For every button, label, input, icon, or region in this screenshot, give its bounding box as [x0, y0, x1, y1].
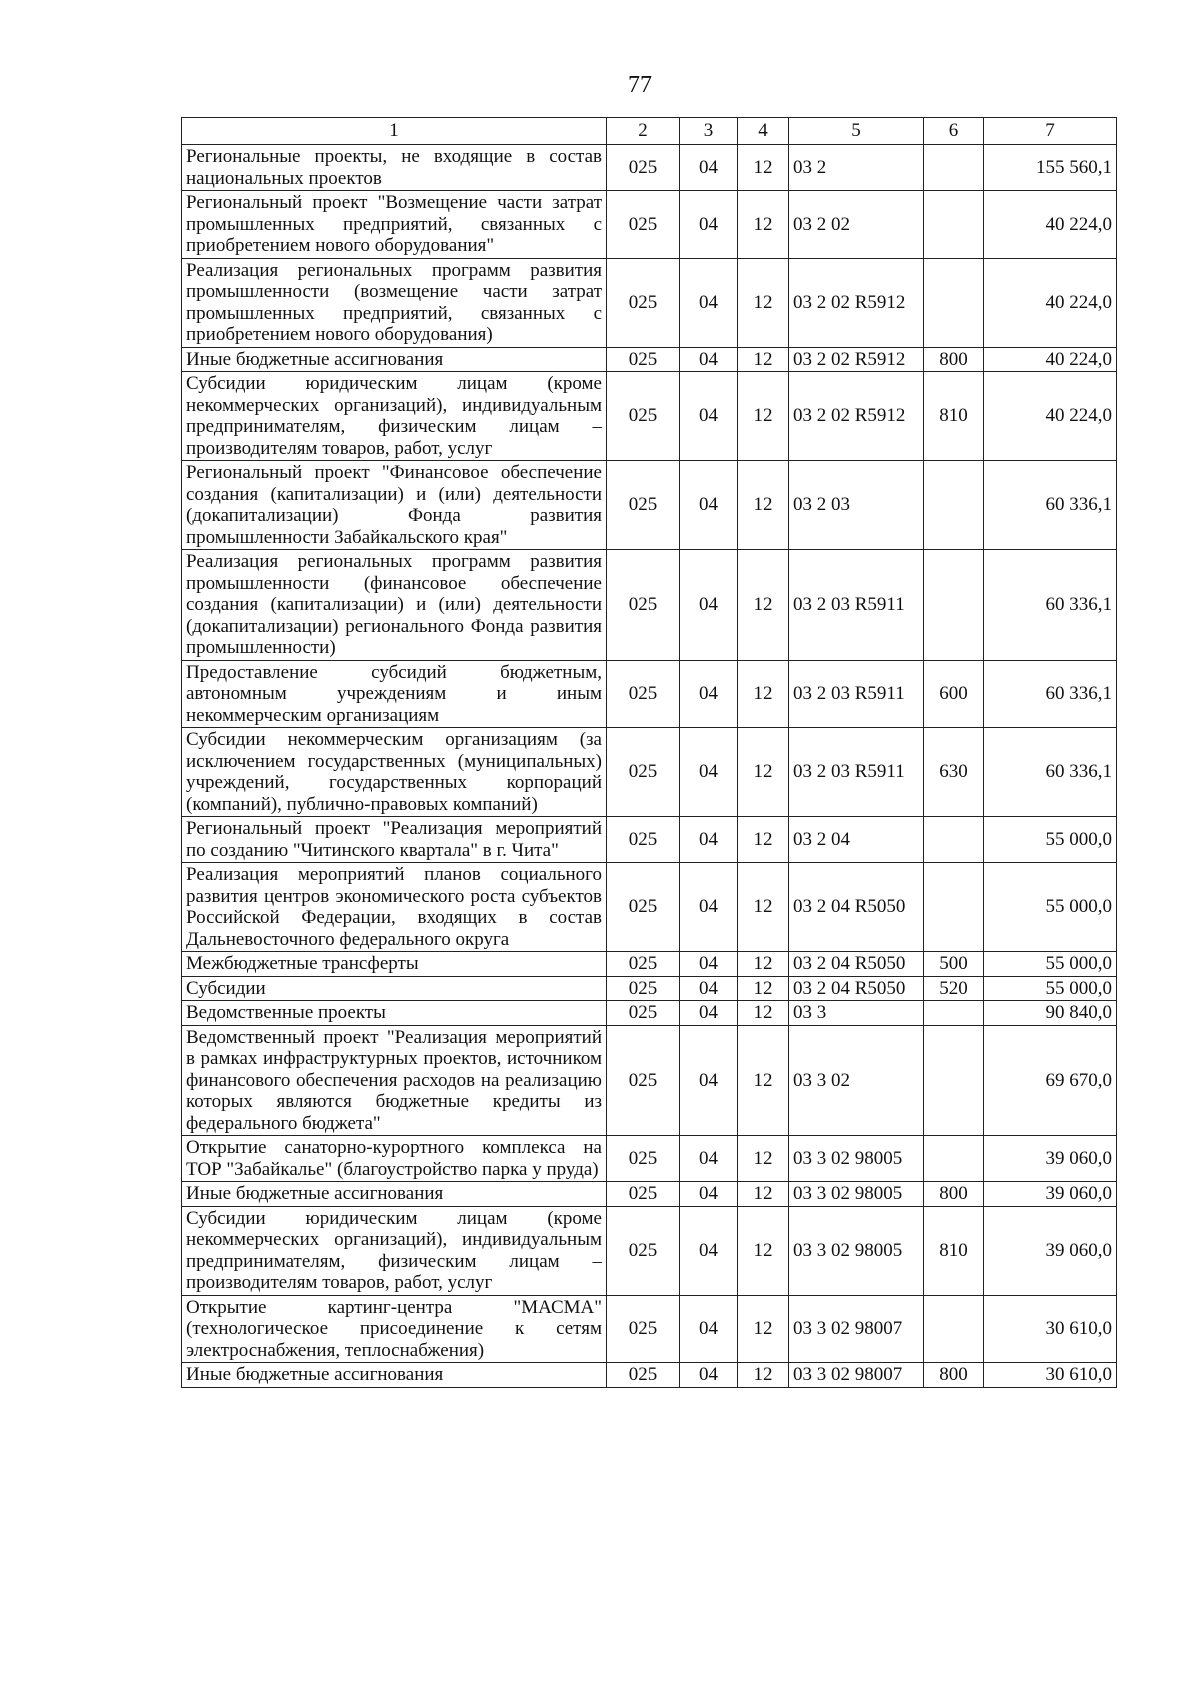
- expense-type-cell: 500: [924, 952, 984, 977]
- row-name-cell: Открытие картинг-центра "МАСМА" (технологическое присоединение к сетям электроснабжения, теплоснабжения): [182, 1295, 607, 1363]
- subsection-code-cell: 12: [738, 550, 789, 661]
- ministry-code-cell: 025: [607, 863, 680, 952]
- amount-cell: 30 610,0: [984, 1363, 1117, 1388]
- amount-cell: 69 670,0: [984, 1025, 1117, 1136]
- ministry-code-cell: 025: [607, 191, 680, 259]
- target-article-cell: 03 2 04 R5050: [789, 863, 924, 952]
- ministry-code-cell: 025: [607, 347, 680, 372]
- target-article-cell: 03 2 04: [789, 817, 924, 863]
- expense-type-cell: [924, 145, 984, 191]
- table-row: [182, 145, 1117, 191]
- subsection-code-cell: 12: [738, 1001, 789, 1026]
- row-name-cell: Реализация региональных программ развития промышленности (финансовое обеспечение создания (капитализации) и (или) деятельности (докапитализации) регионального Фонда развития промышленности): [182, 550, 607, 661]
- target-article-cell: 03 2 03 R5911: [789, 550, 924, 661]
- amount-cell: 55 000,0: [984, 952, 1117, 977]
- row-name-cell: Иные бюджетные ассигнования: [182, 347, 607, 372]
- ministry-code-cell: 025: [607, 1206, 680, 1295]
- row-name-cell: Региональный проект "Финансовое обеспечение создания (капитализации) и (или) деятельности (докапитализации) Фонда развития промышленности Забайкальского края": [182, 461, 607, 550]
- section-code-cell: 04: [680, 258, 738, 347]
- section-code-cell: 04: [680, 550, 738, 661]
- amount-cell: 60 336,1: [984, 461, 1117, 550]
- table-row: [182, 1001, 1117, 1026]
- subsection-code-cell: 12: [738, 1363, 789, 1388]
- header-row: [182, 118, 1117, 145]
- expense-type-cell: [924, 258, 984, 347]
- table-row: [182, 347, 1117, 372]
- row-name-cell: Региональный проект "Реализация мероприятий по созданию "Читинского квартала" в г. Чита": [182, 817, 607, 863]
- target-article-cell: 03 3 02: [789, 1025, 924, 1136]
- target-article-cell: 03 2 03 R5911: [789, 660, 924, 728]
- amount-cell: 60 336,1: [984, 550, 1117, 661]
- expense-type-cell: 800: [924, 347, 984, 372]
- row-name-cell: Субсидии некоммерческим организациям (за исключением государственных (муниципальных) учреждений, государственных корпораций (компаний), публично-правовых компаний): [182, 728, 607, 817]
- section-code-cell: 04: [680, 817, 738, 863]
- section-code-cell: 04: [680, 1206, 738, 1295]
- section-code-cell: 04: [680, 1182, 738, 1207]
- ministry-code-cell: 025: [607, 952, 680, 977]
- row-name-cell: Субсидии юридическим лицам (кроме некоммерческих организаций), индивидуальным предпринимателям, физическим лицам – производителям товаров, работ, услуг: [182, 372, 607, 461]
- header-col-7: 7: [984, 118, 1117, 145]
- row-name-cell: Иные бюджетные ассигнования: [182, 1363, 607, 1388]
- table-row: [182, 660, 1117, 728]
- table-row: [182, 976, 1117, 1001]
- section-code-cell: 04: [680, 1363, 738, 1388]
- amount-cell: 39 060,0: [984, 1136, 1117, 1182]
- row-name-cell: Предоставление субсидий бюджетным, автономным учреждениям и иным некоммерческим организациям: [182, 660, 607, 728]
- target-article-cell: 03 3 02 98005: [789, 1182, 924, 1207]
- subsection-code-cell: 12: [738, 461, 789, 550]
- expense-type-cell: [924, 191, 984, 259]
- header-col-4: 4: [738, 118, 789, 145]
- amount-cell: 40 224,0: [984, 191, 1117, 259]
- expense-type-cell: [924, 1001, 984, 1026]
- row-name-cell: Открытие санаторно-курортного комплекса на ТОР "Забайкалье" (благоустройство парка у пруда): [182, 1136, 607, 1182]
- budget-table: [181, 117, 1117, 1388]
- page-number: 77: [628, 72, 652, 98]
- expense-type-cell: [924, 1025, 984, 1136]
- row-name-cell: Субсидии: [182, 976, 607, 1001]
- section-code-cell: 04: [680, 191, 738, 259]
- ministry-code-cell: 025: [607, 258, 680, 347]
- ministry-code-cell: 025: [607, 660, 680, 728]
- subsection-code-cell: 12: [738, 660, 789, 728]
- amount-cell: 40 224,0: [984, 372, 1117, 461]
- target-article-cell: 03 2 02 R5912: [789, 372, 924, 461]
- target-article-cell: 03 3 02 98005: [789, 1206, 924, 1295]
- target-article-cell: 03 3: [789, 1001, 924, 1026]
- header-col-3: 3: [680, 118, 738, 145]
- row-name-cell: Реализация региональных программ развития промышленности (возмещение части затрат промышленных предприятий, связанных с приобретением нового оборудования): [182, 258, 607, 347]
- section-code-cell: 04: [680, 1001, 738, 1026]
- ministry-code-cell: 025: [607, 145, 680, 191]
- section-code-cell: 04: [680, 347, 738, 372]
- target-article-cell: 03 3 02 98007: [789, 1295, 924, 1363]
- table-body: [182, 145, 1117, 1388]
- subsection-code-cell: 12: [738, 1182, 789, 1207]
- ministry-code-cell: 025: [607, 372, 680, 461]
- row-name-cell: Ведомственные проекты: [182, 1001, 607, 1026]
- section-code-cell: 04: [680, 1025, 738, 1136]
- table-row: [182, 461, 1117, 550]
- ministry-code-cell: 025: [607, 1363, 680, 1388]
- row-name-cell: Ведомственный проект "Реализация мероприятий в рамках инфраструктурных проектов, источником финансового обеспечения расходов на реализацию которых являются бюджетные кредиты из федерального бюджета": [182, 1025, 607, 1136]
- table-row: [182, 1363, 1117, 1388]
- amount-cell: 39 060,0: [984, 1206, 1117, 1295]
- table-row: [182, 728, 1117, 817]
- amount-cell: 30 610,0: [984, 1295, 1117, 1363]
- subsection-code-cell: 12: [738, 863, 789, 952]
- expense-type-cell: 800: [924, 1182, 984, 1207]
- subsection-code-cell: 12: [738, 952, 789, 977]
- subsection-code-cell: 12: [738, 1025, 789, 1136]
- expense-type-cell: 810: [924, 1206, 984, 1295]
- expense-type-cell: 810: [924, 372, 984, 461]
- target-article-cell: 03 2 02 R5912: [789, 347, 924, 372]
- expense-type-cell: [924, 461, 984, 550]
- ministry-code-cell: 025: [607, 976, 680, 1001]
- row-name-cell: Региональные проекты, не входящие в состав национальных проектов: [182, 145, 607, 191]
- subsection-code-cell: 12: [738, 347, 789, 372]
- expense-type-cell: [924, 863, 984, 952]
- expense-type-cell: 600: [924, 660, 984, 728]
- amount-cell: 39 060,0: [984, 1182, 1117, 1207]
- section-code-cell: 04: [680, 660, 738, 728]
- subsection-code-cell: 12: [738, 817, 789, 863]
- section-code-cell: 04: [680, 1295, 738, 1363]
- target-article-cell: 03 2 04 R5050: [789, 952, 924, 977]
- expense-type-cell: [924, 1295, 984, 1363]
- table-row: [182, 550, 1117, 661]
- table-row: [182, 258, 1117, 347]
- amount-cell: 90 840,0: [984, 1001, 1117, 1026]
- ministry-code-cell: 025: [607, 1182, 680, 1207]
- table-row: [182, 863, 1117, 952]
- ministry-code-cell: 025: [607, 550, 680, 661]
- expense-type-cell: 630: [924, 728, 984, 817]
- target-article-cell: 03 3 02 98005: [789, 1136, 924, 1182]
- table-row: [182, 1025, 1117, 1136]
- subsection-code-cell: 12: [738, 145, 789, 191]
- table-row: [182, 1182, 1117, 1207]
- expense-type-cell: [924, 550, 984, 661]
- target-article-cell: 03 2 03 R5911: [789, 728, 924, 817]
- table-row: [182, 1136, 1117, 1182]
- subsection-code-cell: 12: [738, 372, 789, 461]
- amount-cell: 55 000,0: [984, 817, 1117, 863]
- row-name-cell: Субсидии юридическим лицам (кроме некоммерческих организаций), индивидуальным предпринимателям, физическим лицам – производителям товаров, работ, услуг: [182, 1206, 607, 1295]
- table-row: [182, 372, 1117, 461]
- subsection-code-cell: 12: [738, 258, 789, 347]
- amount-cell: 60 336,1: [984, 660, 1117, 728]
- header-col-1: 1: [182, 118, 607, 145]
- table-row: [182, 191, 1117, 259]
- target-article-cell: 03 2 04 R5050: [789, 976, 924, 1001]
- table-header: [182, 118, 1117, 145]
- target-article-cell: 03 2: [789, 145, 924, 191]
- ministry-code-cell: 025: [607, 461, 680, 550]
- row-name-cell: Иные бюджетные ассигнования: [182, 1182, 607, 1207]
- section-code-cell: 04: [680, 372, 738, 461]
- ministry-code-cell: 025: [607, 1001, 680, 1026]
- subsection-code-cell: 12: [738, 1136, 789, 1182]
- subsection-code-cell: 12: [738, 1206, 789, 1295]
- expense-type-cell: [924, 1136, 984, 1182]
- row-name-cell: Реализация мероприятий планов социального развития центров экономического роста субъектов Российской Федерации, входящих в состав Дальневосточного федерального округа: [182, 863, 607, 952]
- section-code-cell: 04: [680, 461, 738, 550]
- header-col-5: 5: [789, 118, 924, 145]
- target-article-cell: 03 2 02: [789, 191, 924, 259]
- header-col-6: 6: [924, 118, 984, 145]
- amount-cell: 40 224,0: [984, 347, 1117, 372]
- amount-cell: 60 336,1: [984, 728, 1117, 817]
- expense-type-cell: 800: [924, 1363, 984, 1388]
- section-code-cell: 04: [680, 1136, 738, 1182]
- amount-cell: 55 000,0: [984, 976, 1117, 1001]
- table-row: [182, 1295, 1117, 1363]
- expense-type-cell: 520: [924, 976, 984, 1001]
- target-article-cell: 03 2 02 R5912: [789, 258, 924, 347]
- table-row: [182, 952, 1117, 977]
- subsection-code-cell: 12: [738, 1295, 789, 1363]
- amount-cell: 155 560,1: [984, 145, 1117, 191]
- ministry-code-cell: 025: [607, 1295, 680, 1363]
- section-code-cell: 04: [680, 728, 738, 817]
- section-code-cell: 04: [680, 145, 738, 191]
- row-name-cell: Межбюджетные трансферты: [182, 952, 607, 977]
- row-name-cell: Региональный проект "Возмещение части затрат промышленных предприятий, связанных с приобретением нового оборудования": [182, 191, 607, 259]
- subsection-code-cell: 12: [738, 728, 789, 817]
- subsection-code-cell: 12: [738, 976, 789, 1001]
- target-article-cell: 03 3 02 98007: [789, 1363, 924, 1388]
- target-article-cell: 03 2 03: [789, 461, 924, 550]
- ministry-code-cell: 025: [607, 1025, 680, 1136]
- ministry-code-cell: 025: [607, 817, 680, 863]
- ministry-code-cell: 025: [607, 728, 680, 817]
- table-row: [182, 1206, 1117, 1295]
- subsection-code-cell: 12: [738, 191, 789, 259]
- table-row: [182, 817, 1117, 863]
- header-col-2: 2: [607, 118, 680, 145]
- section-code-cell: 04: [680, 952, 738, 977]
- ministry-code-cell: 025: [607, 1136, 680, 1182]
- amount-cell: 40 224,0: [984, 258, 1117, 347]
- expense-type-cell: [924, 817, 984, 863]
- amount-cell: 55 000,0: [984, 863, 1117, 952]
- section-code-cell: 04: [680, 863, 738, 952]
- section-code-cell: 04: [680, 976, 738, 1001]
